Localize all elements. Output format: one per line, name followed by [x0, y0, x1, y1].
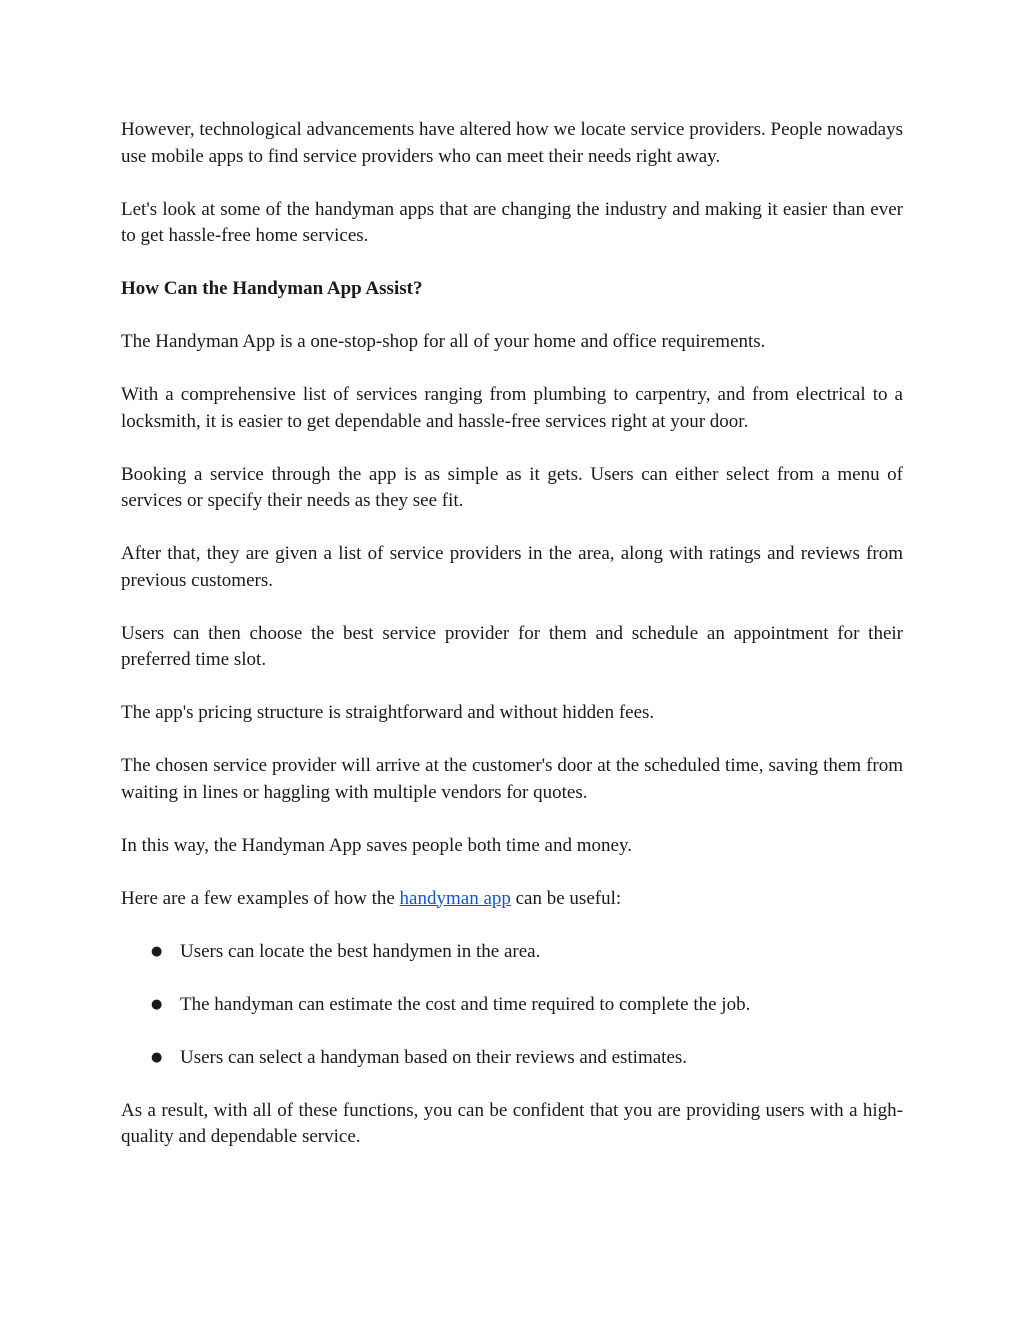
bullet-icon: ●	[151, 996, 163, 1012]
body-paragraph-pricing: The app's pricing structure is straightforward and without hidden fees.	[121, 702, 655, 723]
examples-bullet-list	[121, 939, 903, 1072]
examples-intro-paragraph	[121, 886, 903, 913]
body-paragraph-schedule: Users can then choose the best service provider for them and schedule an appointment for their preferred time slot.	[121, 622, 903, 670]
examples-intro-before: Here are a few examples of how the	[121, 887, 400, 909]
handyman-app-link[interactable]: handyman app	[399, 887, 511, 909]
list-item-text: Users can select a handyman based on their reviews and estimates.	[180, 1046, 688, 1068]
body-paragraph-arrival: The chosen service provider will arrive at the customer's door at the scheduled time, saving them from waiting in lines or haggling with multiple vendors for quotes.	[121, 755, 903, 803]
intro-paragraph-1: However, technological advancements have altered how we locate service providers. People nowadays use mobile apps to find service providers who can meet their needs right away.	[121, 119, 903, 167]
body-paragraph-one-stop-shop: The Handyman App is a one-stop-shop for all of your home and office requirements.	[121, 331, 766, 352]
list-item-text: Users can locate the best handymen in the area.	[180, 940, 541, 962]
body-paragraph-savings: In this way, the Handyman App saves people both time and money.	[121, 834, 632, 856]
body-paragraph-booking: Booking a service through the app is as simple as it gets. Users can either select from a menu of services or specify their needs as they see fit.	[121, 463, 903, 511]
bullet-icon: ●	[151, 943, 163, 959]
body-paragraph-provider-list: After that, they are given a list of service providers in the area, along with ratings and reviews from previous customers.	[121, 543, 903, 591]
list-item	[121, 992, 903, 1019]
bullet-icon: ●	[151, 1049, 163, 1065]
list-item	[121, 939, 903, 966]
conclusion-paragraph: As a result, with all of these functions, you can be confident that you are providing users with a high-quality and dependable service.	[121, 1099, 903, 1147]
section-heading: How Can the Handyman App Assist?	[121, 278, 423, 299]
list-item	[121, 1045, 903, 1072]
intro-paragraph-2: Let's look at some of the handyman apps that are changing the industry and making it easier than ever to get hassle-free home services.	[121, 198, 903, 246]
document-page	[121, 117, 903, 1177]
body-paragraph-services-list: With a comprehensive list of services ranging from plumbing to carpentry, and from electrical to a locksmith, it is easier to get dependable and hassle-free services right at your door.	[121, 384, 903, 432]
list-item-text: The handyman can estimate the cost and time required to complete the job.	[180, 993, 751, 1015]
examples-intro-after: can be useful:	[510, 887, 622, 909]
